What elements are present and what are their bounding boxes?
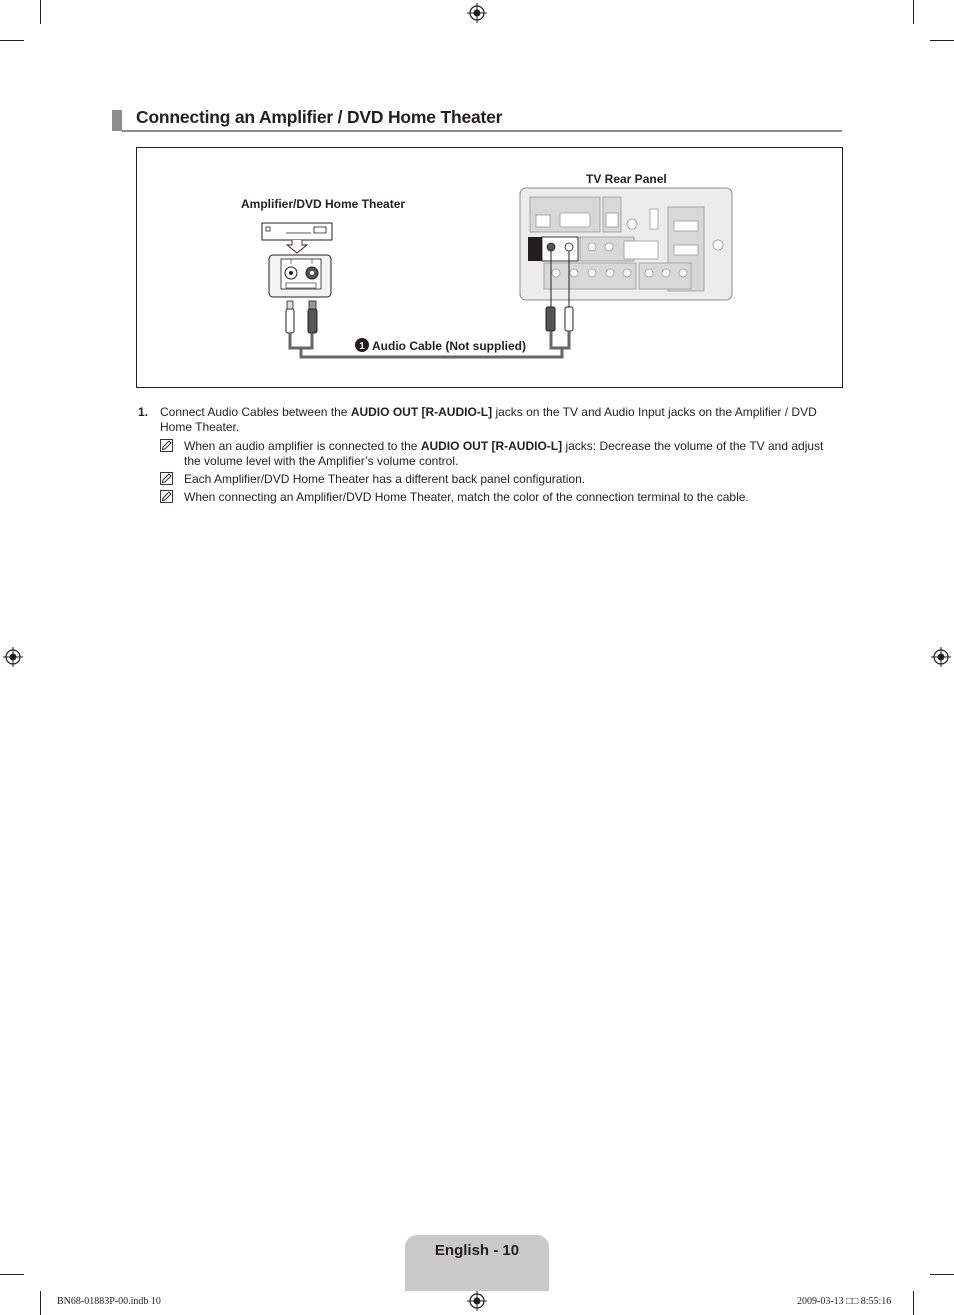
- heading-marker: [112, 110, 122, 131]
- crop-mark: [0, 40, 24, 41]
- cable-number: 1: [359, 341, 365, 352]
- note-icon: [160, 439, 173, 452]
- cable-label: Audio Cable (Not supplied): [372, 339, 526, 353]
- note-icon: [160, 490, 173, 503]
- tv-rear-panel-label: TV Rear Panel: [586, 172, 667, 186]
- print-slug-date: 2009-03-13 □□ 8:55:16: [797, 1296, 892, 1307]
- amplifier-device-icon: [262, 223, 332, 253]
- crop-mark: [913, 1291, 914, 1315]
- page-number: English - 10: [434, 1242, 520, 1259]
- step-text: Connect Audio Cables between the: [160, 405, 351, 419]
- rca-plug-red-icon: [308, 301, 317, 343]
- registration-mark-icon: [467, 1291, 487, 1311]
- crop-mark: [930, 40, 954, 41]
- heading-rule: [122, 130, 842, 132]
- step-number: 1.: [138, 405, 149, 419]
- print-slug-file: BN68-01883P-00.indb 10: [57, 1296, 161, 1307]
- step-1-text: [160, 405, 840, 435]
- note-icon: [160, 472, 173, 485]
- step-bold: AUDIO OUT [R-AUDIO-L]: [350, 405, 493, 419]
- page-title: Connecting an Amplifier / DVD Home Theater: [136, 107, 503, 127]
- registration-mark-icon: [931, 647, 951, 667]
- amplifier-label: Amplifier/DVD Home Theater: [241, 197, 406, 211]
- note-1-text: [184, 439, 840, 469]
- rca-plug-white-icon: [286, 301, 294, 343]
- note-text: When an audio amplifier is connected to the: [184, 439, 421, 453]
- crop-mark: [0, 1274, 24, 1275]
- note-text: jacks: Decrease the volume of the TV and adjust the volume level with the Amplifier’s volume control.: [184, 439, 824, 468]
- registration-mark-icon: [3, 647, 23, 667]
- registration-mark-icon: [467, 3, 487, 23]
- note-bold: AUDIO OUT [R-AUDIO-L]: [420, 439, 563, 453]
- amplifier-back-panel: [269, 255, 331, 297]
- tv-rear-panel-icon: [520, 188, 732, 300]
- crop-mark: [913, 0, 914, 24]
- crop-mark: [40, 1291, 41, 1315]
- step-text: jacks on the TV and Audio Input jacks on the Amplifier / DVD Home Theater.: [160, 405, 817, 434]
- crop-mark: [40, 0, 41, 24]
- crop-mark: [930, 1274, 954, 1275]
- note-3-text: When connecting an Amplifier/DVD Home Theater, match the color of the connection terminal to the cable.: [184, 490, 749, 504]
- note-2-text: Each Amplifier/DVD Home Theater has a different back panel configuration.: [184, 472, 586, 486]
